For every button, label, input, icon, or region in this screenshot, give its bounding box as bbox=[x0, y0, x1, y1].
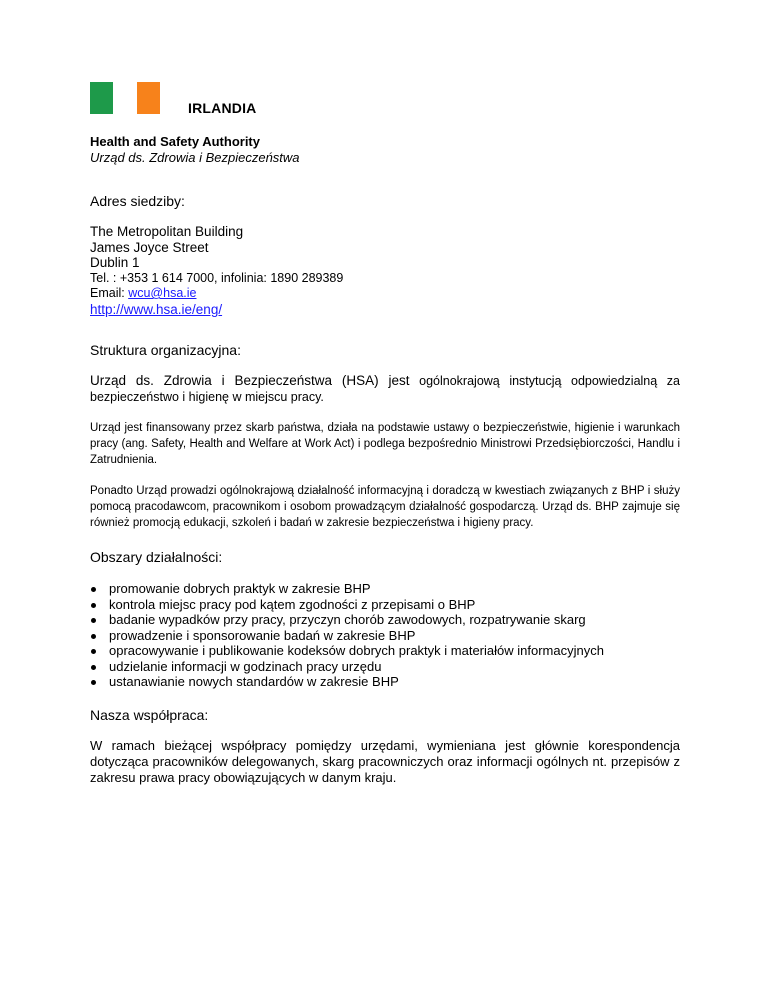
organization-name: Health and Safety Authority bbox=[90, 134, 260, 149]
bullet-icon bbox=[91, 634, 96, 639]
phone-line: Tel. : +353 1 614 7000, infolinia: 1890 289389 bbox=[90, 270, 344, 285]
bullet-icon bbox=[91, 587, 96, 592]
organization-name-polish: Urząd ds. Zdrowia i Bezpieczeństwa bbox=[90, 150, 300, 165]
list-item: badanie wypadków przy pracy, przyczyn chorób zawodowych, rozpatrywanie skarg bbox=[90, 612, 680, 628]
cooperation-paragraph: W ramach bieżącej współpracy pomiędzy urzędami, wymieniana jest głównie korespondencja dotycząca pracowników delegowanych, skarg pracowniczych oraz informacji ogólnych nt. przepisów z zakresu prawa pracy obowiązujących w danym kraju. bbox=[90, 738, 680, 785]
irish-flag-icon bbox=[90, 82, 160, 114]
list-item: prowadzenie i sponsorowanie badań w zakresie BHP bbox=[90, 628, 680, 644]
structure-paragraph-3: Ponadto Urząd prowadzi ogólnokrajową działalność informacyjną i doradczą w kwestiach związanych z BHP i służy pomocą pracodawcom, pracownikom i osobom prowadzącym działalność gospodarczą. Urząd ds. BHP zajmuje się również promocją edukacji, szkoleń i badań w zakresie bezpieczeństwa i higieny pracy. bbox=[90, 485, 680, 529]
address-line-1: The Metropolitan Building bbox=[90, 224, 244, 239]
areas-heading: Obszary działalności: bbox=[90, 549, 223, 565]
country-title: IRLANDIA bbox=[188, 100, 257, 116]
email-line bbox=[90, 286, 680, 302]
structure-paragraph-2: Urząd jest finansowany przez skarb państwa, działa na podstawie ustawy o bezpieczeństwie, higienie i warunkach pracy (ang. Safety, Health and Welfare at Work Act) i podlega bezpośrednio Ministrowi Przedsiębiorczości, Handlu i Zatrudnienia. bbox=[90, 422, 680, 466]
bullet-icon bbox=[91, 649, 96, 654]
bullet-icon bbox=[91, 603, 96, 608]
website-link[interactable]: http://www.hsa.ie/eng/ bbox=[90, 301, 223, 317]
cooperation-heading: Nasza współpraca: bbox=[90, 707, 209, 723]
structure-paragraph-1-rest: ogólnokrajową instytucją odpowiedzialną za bezpieczeństwo i higienę w miejscu pracy. bbox=[90, 374, 680, 404]
bullet-icon bbox=[91, 680, 96, 685]
address-block bbox=[90, 224, 680, 317]
bullet-icon bbox=[91, 618, 96, 623]
structure-paragraph-1-start: Urząd ds. Zdrowia i Bezpieczeństwa (HSA) jest bbox=[90, 373, 410, 388]
email-link[interactable]: wcu@hsa.ie bbox=[128, 286, 197, 300]
address-line-2: James Joyce Street bbox=[90, 239, 209, 255]
list-item: ustanawianie nowych standardów w zakresie BHP bbox=[90, 674, 680, 690]
structure-paragraph-1 bbox=[90, 373, 680, 405]
address-heading: Adres siedziby: bbox=[90, 193, 185, 209]
structure-heading: Struktura organizacyjna: bbox=[90, 342, 241, 358]
email-label: Email: bbox=[90, 286, 129, 300]
flag-green-stripe bbox=[90, 82, 113, 114]
address-line-3: Dublin 1 bbox=[90, 255, 140, 270]
list-item: promowanie dobrych praktyk w zakresie BHP bbox=[90, 581, 680, 597]
areas-list bbox=[90, 581, 680, 690]
bullet-icon bbox=[91, 665, 96, 670]
list-item: kontrola miejsc pracy pod kątem zgodności z przepisami o BHP bbox=[90, 597, 680, 613]
list-item: udzielanie informacji w godzinach pracy urzędu bbox=[90, 659, 680, 675]
list-item: opracowywanie i publikowanie kodeksów dobrych praktyk i materiałów informacyjnych bbox=[90, 643, 680, 659]
flag-orange-stripe bbox=[137, 82, 160, 114]
